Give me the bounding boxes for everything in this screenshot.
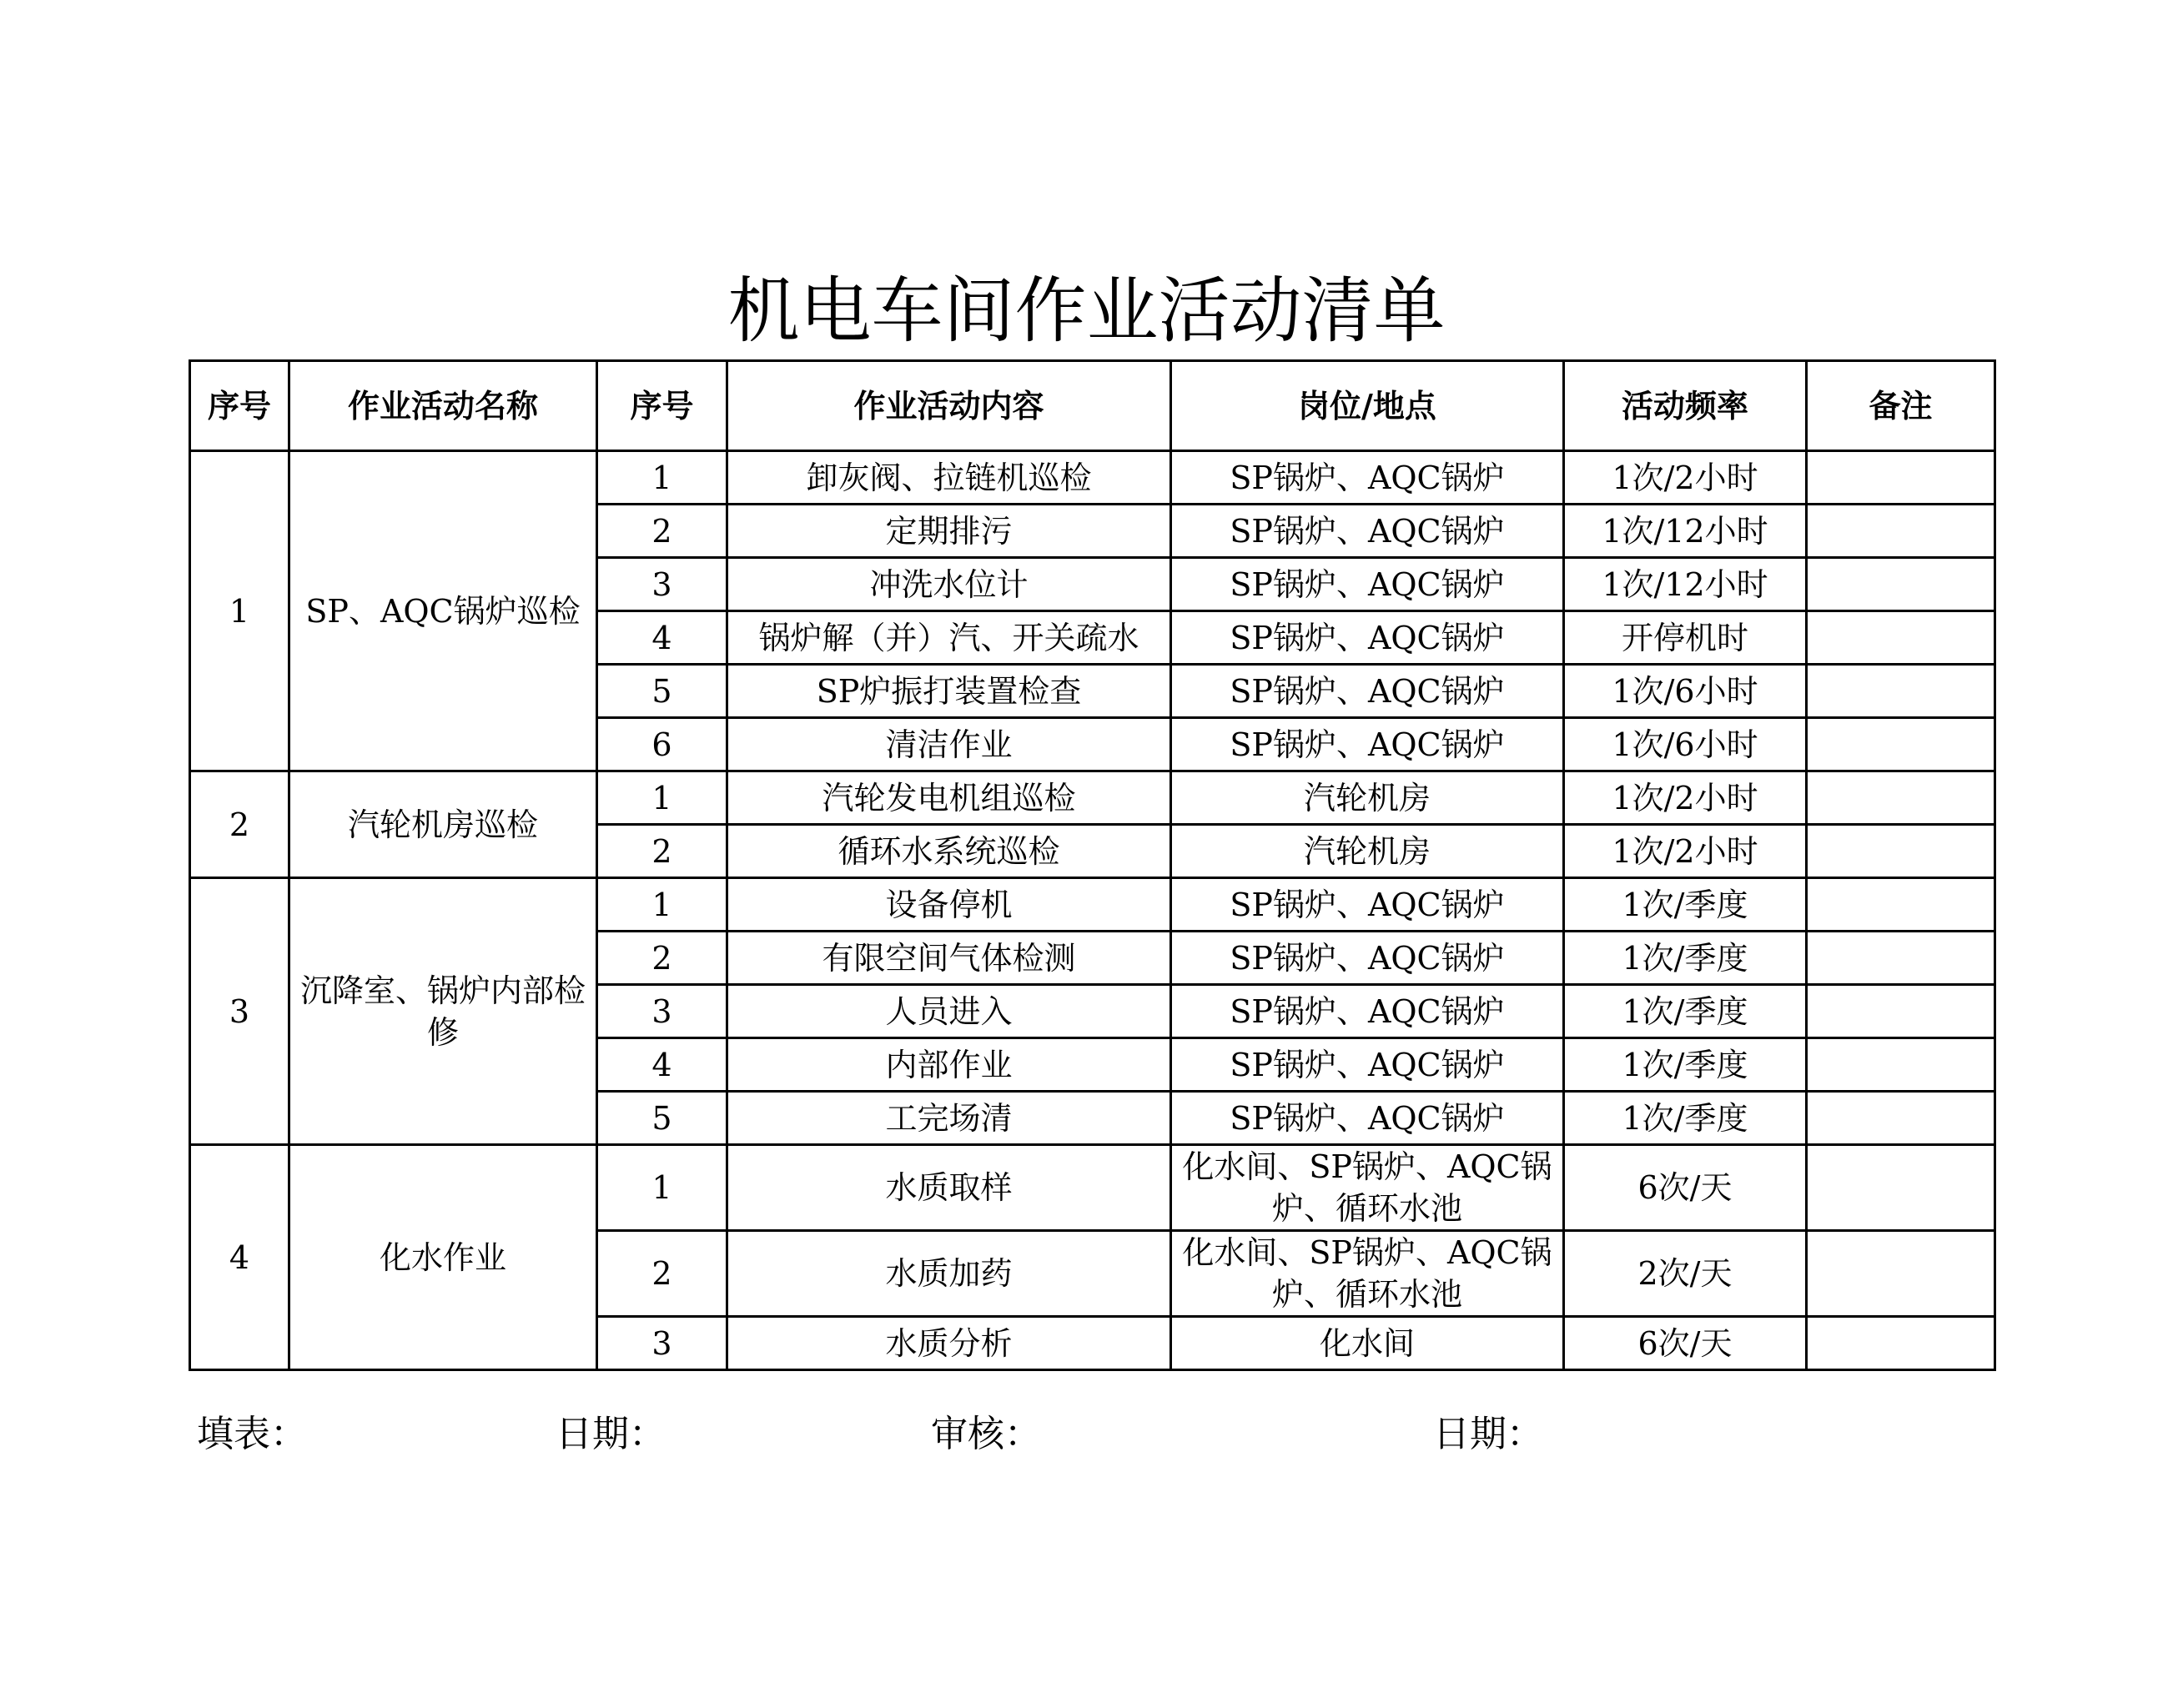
row-number: 4 (597, 611, 727, 665)
row-number: 1 (597, 1145, 727, 1231)
footer-filled-by: 填表： (197, 1413, 307, 1455)
row-number: 3 (597, 558, 727, 611)
row-remark (1807, 1317, 1995, 1370)
header-frequency: 活动频率 (1564, 361, 1807, 451)
row-location: SP锅炉、AQC锅炉 (1171, 985, 1564, 1038)
row-location: SP锅炉、AQC锅炉 (1171, 665, 1564, 718)
row-frequency: 6次/天 (1564, 1317, 1807, 1370)
header-row (190, 361, 1995, 451)
row-number: 5 (597, 1092, 727, 1145)
row-content: 冲洗水位计 (727, 558, 1171, 611)
row-content: 工完场清 (727, 1092, 1171, 1145)
group-name: 化水作业 (289, 1145, 597, 1370)
row-location: SP锅炉、AQC锅炉 (1171, 611, 1564, 665)
row-number: 4 (597, 1038, 727, 1092)
group-name: 沉降室、锅炉内部检修 (289, 878, 597, 1145)
row-number: 2 (597, 505, 727, 558)
header-location: 岗位/地点 (1171, 361, 1564, 451)
row-content: 有限空间气体检测 (727, 932, 1171, 985)
row-content: 设备停机 (727, 878, 1171, 932)
row-location: 化水间、SP锅炉、AQC锅炉、循环水池 (1171, 1231, 1564, 1317)
row-content: 汽轮发电机组巡检 (727, 771, 1171, 825)
row-frequency: 1次/2小时 (1564, 771, 1807, 825)
header-activity-name: 作业活动名称 (289, 361, 597, 451)
row-location: 化水间、SP锅炉、AQC锅炉、循环水池 (1171, 1145, 1564, 1231)
row-frequency: 2次/天 (1564, 1231, 1807, 1317)
row-location: SP锅炉、AQC锅炉 (1171, 451, 1564, 505)
footer-date-2: 日期： (1433, 1413, 1543, 1455)
activity-table (189, 359, 1996, 1371)
row-frequency: 1次/2小时 (1564, 825, 1807, 878)
header-remarks: 备注 (1807, 361, 1995, 451)
row-location: SP锅炉、AQC锅炉 (1171, 505, 1564, 558)
row-frequency: 1次/6小时 (1564, 665, 1807, 718)
table-row (190, 878, 1995, 932)
row-remark (1807, 1145, 1995, 1231)
row-location: SP锅炉、AQC锅炉 (1171, 932, 1564, 985)
row-number: 3 (597, 985, 727, 1038)
row-location: SP锅炉、AQC锅炉 (1171, 718, 1564, 771)
row-number: 2 (597, 932, 727, 985)
row-content: 内部作业 (727, 1038, 1171, 1092)
row-frequency: 1次/季度 (1564, 932, 1807, 985)
row-content: 人员进入 (727, 985, 1171, 1038)
row-remark (1807, 505, 1995, 558)
row-number: 5 (597, 665, 727, 718)
table-row (190, 1145, 1995, 1231)
row-remark (1807, 932, 1995, 985)
group-name: 汽轮机房巡检 (289, 771, 597, 878)
footer-date-1: 日期： (556, 1413, 666, 1455)
row-content: 清洁作业 (727, 718, 1171, 771)
row-remark (1807, 878, 1995, 932)
row-remark (1807, 825, 1995, 878)
row-frequency: 1次/2小时 (1564, 451, 1807, 505)
row-remark (1807, 1092, 1995, 1145)
row-content: SP炉振打装置检查 (727, 665, 1171, 718)
row-location: 汽轮机房 (1171, 825, 1564, 878)
row-number: 3 (597, 1317, 727, 1370)
row-content: 水质取样 (727, 1145, 1171, 1231)
row-content: 循环水系统巡检 (727, 825, 1171, 878)
row-frequency: 1次/6小时 (1564, 718, 1807, 771)
row-frequency: 1次/季度 (1564, 985, 1807, 1038)
group-name: SP、AQC锅炉巡检 (289, 451, 597, 771)
row-content: 定期排污 (727, 505, 1171, 558)
row-frequency: 1次/12小时 (1564, 558, 1807, 611)
group-seq: 3 (190, 878, 289, 1145)
table-row (190, 451, 1995, 505)
row-content: 水质分析 (727, 1317, 1171, 1370)
row-content: 水质加药 (727, 1231, 1171, 1317)
row-number: 2 (597, 825, 727, 878)
row-number: 6 (597, 718, 727, 771)
row-number: 1 (597, 878, 727, 932)
header-content: 作业活动内容 (727, 361, 1171, 451)
row-number: 1 (597, 771, 727, 825)
group-seq: 2 (190, 771, 289, 878)
table-row (190, 771, 1995, 825)
row-frequency: 6次/天 (1564, 1145, 1807, 1231)
row-remark (1807, 451, 1995, 505)
row-remark (1807, 1231, 1995, 1317)
row-remark (1807, 558, 1995, 611)
row-remark (1807, 665, 1995, 718)
group-seq: 1 (190, 451, 289, 771)
footer-reviewed-by: 审核： (931, 1413, 1041, 1455)
row-remark (1807, 985, 1995, 1038)
row-location: SP锅炉、AQC锅炉 (1171, 1092, 1564, 1145)
row-frequency: 1次/季度 (1564, 1038, 1807, 1092)
row-location: SP锅炉、AQC锅炉 (1171, 878, 1564, 932)
header-seq: 序号 (190, 361, 289, 451)
row-number: 1 (597, 451, 727, 505)
row-content: 卸灰阀、拉链机巡检 (727, 451, 1171, 505)
row-frequency: 1次/季度 (1564, 1092, 1807, 1145)
row-location: 汽轮机房 (1171, 771, 1564, 825)
header-sub-seq: 序号 (597, 361, 727, 451)
row-location: SP锅炉、AQC锅炉 (1171, 1038, 1564, 1092)
group-seq: 4 (190, 1145, 289, 1370)
row-remark (1807, 611, 1995, 665)
row-location: SP锅炉、AQC锅炉 (1171, 558, 1564, 611)
row-frequency: 1次/12小时 (1564, 505, 1807, 558)
row-content: 锅炉解（并）汽、开关疏水 (727, 611, 1171, 665)
row-frequency: 1次/季度 (1564, 878, 1807, 932)
page-title: 机电车间作业活动清单 (727, 269, 1446, 353)
row-frequency: 开停机时 (1564, 611, 1807, 665)
row-location: 化水间 (1171, 1317, 1564, 1370)
row-remark (1807, 771, 1995, 825)
row-remark (1807, 1038, 1995, 1092)
row-number: 2 (597, 1231, 727, 1317)
row-remark (1807, 718, 1995, 771)
